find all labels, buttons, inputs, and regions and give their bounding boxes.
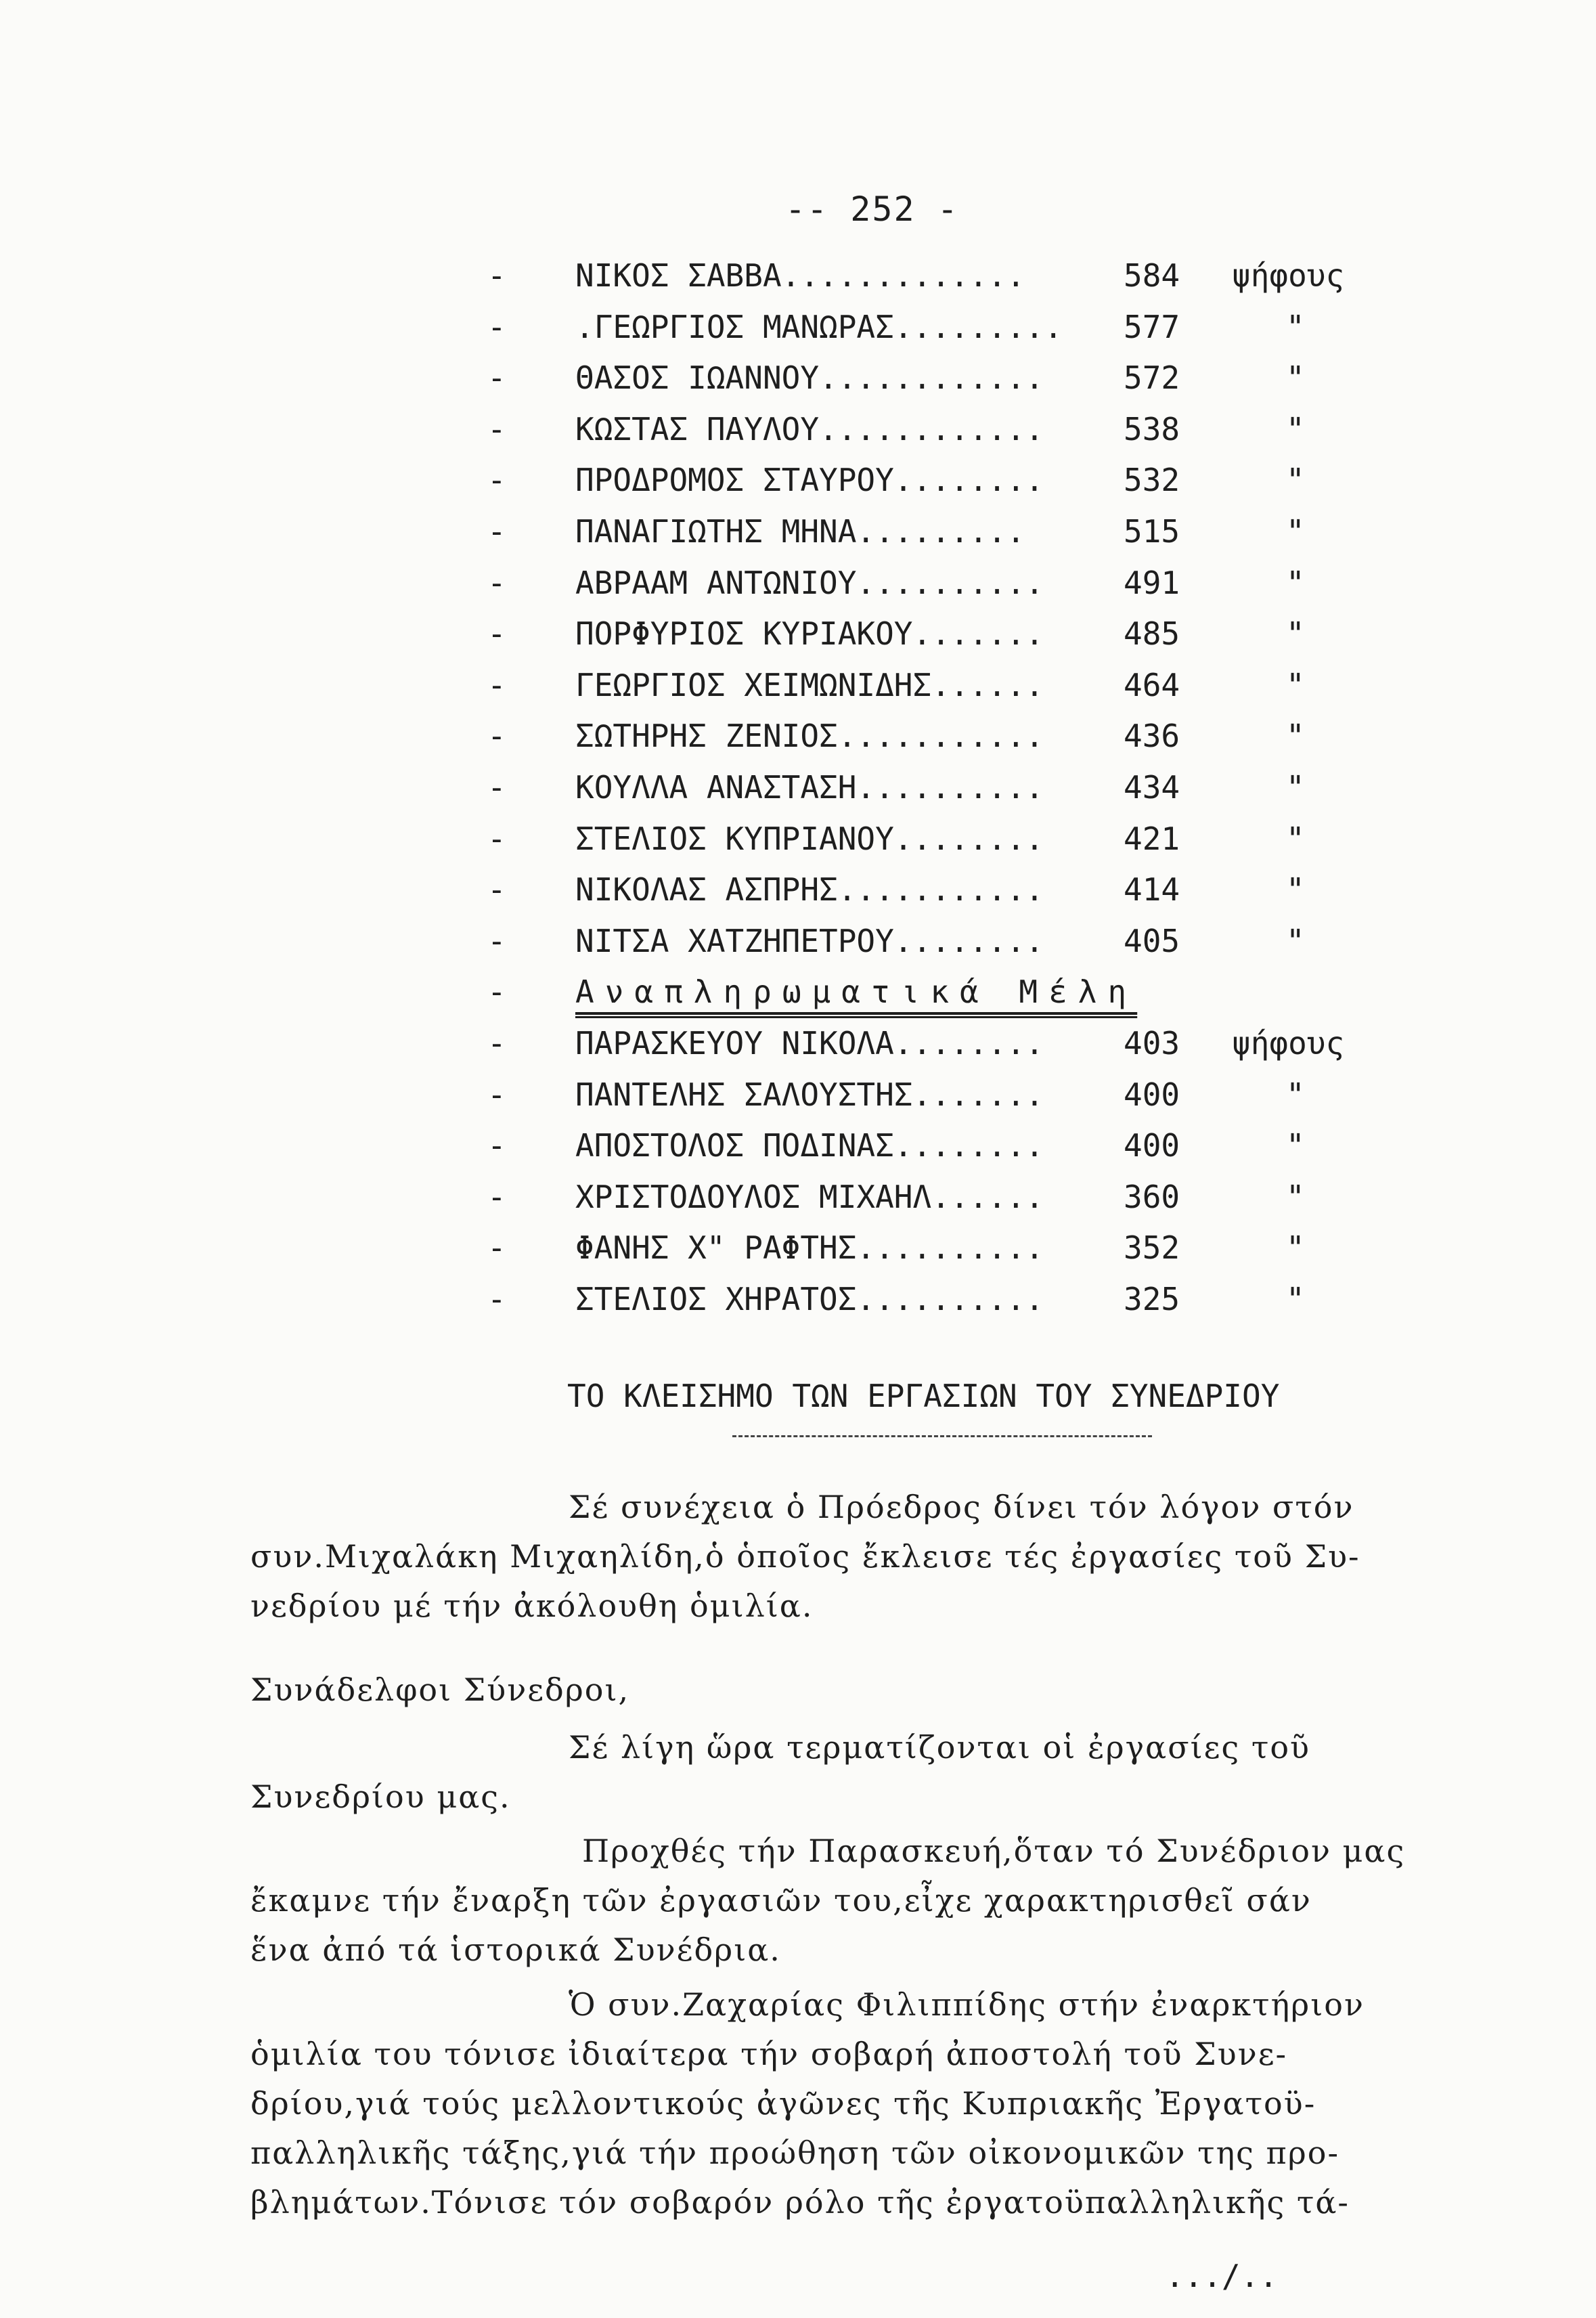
list-dash: - bbox=[487, 257, 506, 294]
vote-count: 360 bbox=[1124, 1178, 1180, 1215]
list-dash: - bbox=[487, 922, 506, 959]
result-row bbox=[487, 1223, 1435, 1274]
list-dash: - bbox=[487, 1229, 506, 1267]
list-dash: - bbox=[487, 359, 506, 397]
result-row bbox=[487, 1120, 1435, 1172]
text-line: Σέ λίγη ὥρα τερματίζονται οἱ ἐργασίες τοῦ bbox=[569, 1729, 1310, 1766]
vote-count: 434 bbox=[1124, 768, 1180, 806]
vote-count: 464 bbox=[1124, 666, 1180, 703]
ditto-mark: " bbox=[1286, 1127, 1305, 1164]
list-dash: - bbox=[487, 768, 506, 806]
vote-count: 421 bbox=[1124, 820, 1180, 857]
vote-count: 584 bbox=[1124, 257, 1180, 294]
ditto-mark: " bbox=[1286, 1229, 1305, 1267]
vote-count: 515 bbox=[1124, 512, 1180, 550]
result-row bbox=[487, 865, 1435, 916]
vote-count: 485 bbox=[1124, 615, 1180, 653]
vote-count: 400 bbox=[1124, 1076, 1180, 1113]
vote-count: 414 bbox=[1124, 871, 1180, 909]
candidate-name: ΓΕΩΡΓΙΟΣ ΧΕΙΜΩΝΙΔΗΣ...... bbox=[575, 666, 1044, 703]
result-row bbox=[487, 506, 1435, 558]
text-line: παλληλικῆς τάξης,γιά τήν προώθηση τῶν οἰκονομικῶν της προ- bbox=[250, 2135, 1340, 2171]
text-line: Συνάδελφοι Σύνεδροι, bbox=[250, 1671, 630, 1708]
ditto-mark: " bbox=[1286, 666, 1305, 703]
list-dash: - bbox=[487, 564, 506, 601]
result-row bbox=[487, 1274, 1435, 1326]
section-title-underline bbox=[732, 1435, 1152, 1437]
ditto-mark: " bbox=[1286, 564, 1305, 601]
candidate-name: ΣΤΕΛΙΟΣ ΚΥΠΡΙΑΝΟΥ........ bbox=[575, 820, 1044, 857]
ditto-mark: " bbox=[1286, 718, 1305, 755]
vote-count: 400 bbox=[1124, 1127, 1180, 1164]
candidate-name: ΚΟΥΛΛΑ ΑΝΑΣΤΑΣΗ.......... bbox=[575, 768, 1044, 806]
page-number: -- 252 - bbox=[785, 190, 959, 229]
result-row bbox=[487, 609, 1435, 660]
result-row bbox=[487, 353, 1435, 404]
text-line: ἔκαμνε τήν ἔναρξη τῶν ἐργασιῶν του,εἶχε χαρακτηρισθεῖ σάν bbox=[250, 1882, 1312, 1919]
candidate-name: .ΓΕΩΡΓΙΟΣ ΜΑΝΩΡΑΣ......... bbox=[575, 308, 1063, 345]
candidate-name: ΣΩΤΗΡΗΣ ΖΕΝΙΟΣ........... bbox=[575, 718, 1044, 755]
list-dash: - bbox=[487, 1076, 506, 1113]
list-dash: - bbox=[487, 1178, 506, 1215]
ditto-mark: " bbox=[1286, 922, 1305, 959]
election-results-list bbox=[487, 250, 1435, 1325]
list-dash: - bbox=[487, 718, 506, 755]
result-row bbox=[487, 711, 1435, 762]
result-row bbox=[487, 1070, 1435, 1121]
list-dash: - bbox=[487, 462, 506, 499]
result-row bbox=[487, 1172, 1435, 1223]
list-dash: - bbox=[487, 974, 506, 1011]
result-row bbox=[487, 250, 1435, 302]
candidate-name: ΠΑΡΑΣΚΕΥΟΥ ΝΙΚΟΛΑ........ bbox=[575, 1024, 1044, 1062]
text-line: δρίου,γιά τούς μελλοντικούς ἀγῶνες τῆς Κυπριακῆς Ἐργατοϋ- bbox=[250, 2085, 1316, 2122]
substitute-heading-text: Αναπληρωματικά Μέλη bbox=[575, 974, 1138, 1011]
list-dash: - bbox=[487, 820, 506, 857]
list-dash: - bbox=[487, 1280, 506, 1317]
text-line: νεδρίου μέ τήν ἀκόλουθη ὁμιλία. bbox=[250, 1588, 814, 1624]
list-dash: - bbox=[487, 1127, 506, 1164]
vote-count: 538 bbox=[1124, 410, 1180, 447]
vote-count: 491 bbox=[1124, 564, 1180, 601]
vote-count: 436 bbox=[1124, 718, 1180, 755]
continuation-mark: .../.. bbox=[1165, 2258, 1278, 2294]
text-line: Σέ συνέχεια ὁ Πρόεδρος δίνει τόν λόγον στόν bbox=[569, 1489, 1354, 1525]
result-row bbox=[487, 404, 1435, 456]
result-row bbox=[487, 762, 1435, 814]
ditto-mark: " bbox=[1286, 1280, 1305, 1317]
vote-count: 325 bbox=[1124, 1280, 1180, 1317]
vote-count: 572 bbox=[1124, 359, 1180, 397]
text-line: συν.Μιχαλάκη Μιχαηλίδη,ὁ ὁποῖος ἔκλεισε τές ἐργασίες τοῦ Συ- bbox=[250, 1538, 1360, 1575]
list-dash: - bbox=[487, 1024, 506, 1062]
list-dash: - bbox=[487, 666, 506, 703]
candidate-name: ΚΩΣΤΑΣ ΠΑΥΛΟΥ............ bbox=[575, 410, 1044, 447]
substitute-heading bbox=[487, 967, 1435, 1018]
candidate-name: ΑΒΡΑΑΜ ΑΝΤΩΝΙΟΥ.......... bbox=[575, 564, 1044, 601]
vote-count: 577 bbox=[1124, 308, 1180, 345]
candidate-name: ΝΙΚΟΣ ΣΑΒΒΑ............. bbox=[575, 257, 1025, 294]
result-row bbox=[487, 916, 1435, 967]
result-row bbox=[487, 814, 1435, 865]
candidate-name: ΝΙΤΣΑ ΧΑΤΖΗΠΕΤΡΟΥ........ bbox=[575, 922, 1044, 959]
ditto-mark: " bbox=[1286, 512, 1305, 550]
candidate-name: ΧΡΙΣΤΟΔΟΥΛΟΣ ΜΙΧΑΗΛ...... bbox=[575, 1178, 1044, 1215]
ditto-mark: " bbox=[1286, 820, 1305, 857]
ditto-mark: " bbox=[1286, 615, 1305, 653]
text-line: Συνεδρίου μας. bbox=[250, 1778, 511, 1815]
result-row bbox=[487, 660, 1435, 712]
list-dash: - bbox=[487, 308, 506, 345]
ditto-mark: " bbox=[1286, 410, 1305, 447]
text-line: ἕνα ἀπό τά ἱστορικά Συνέδρια. bbox=[250, 1931, 781, 1968]
ditto-mark: " bbox=[1286, 1178, 1305, 1215]
result-row bbox=[487, 558, 1435, 609]
ditto-mark: " bbox=[1286, 308, 1305, 345]
candidate-name: ΝΙΚΟΛΑΣ ΑΣΠΡΗΣ........... bbox=[575, 871, 1044, 909]
vote-count: 405 bbox=[1124, 922, 1180, 959]
candidate-name: ΠΟΡΦΥΡΙΟΣ ΚΥΡΙΑΚΟΥ....... bbox=[575, 615, 1044, 653]
candidate-name: ΠΑΝΤΕΛΗΣ ΣΑΛΟΥΣΤΗΣ....... bbox=[575, 1076, 1044, 1113]
candidate-name: ΘΑΣΟΣ ΙΩΑΝΝΟΥ............ bbox=[575, 359, 1044, 397]
vote-count: 352 bbox=[1124, 1229, 1180, 1267]
ditto-mark: " bbox=[1286, 462, 1305, 499]
result-row bbox=[487, 455, 1435, 506]
ditto-mark: " bbox=[1286, 359, 1305, 397]
text-line: βλημάτων.Τόνισε τόν σοβαρόν ρόλο τῆς ἐργατοϋπαλληλικῆς τά- bbox=[250, 2184, 1350, 2221]
list-dash: - bbox=[487, 871, 506, 909]
candidate-name: ΣΤΕΛΙΟΣ ΧΗΡΑΤΟΣ.......... bbox=[575, 1280, 1044, 1317]
section-title: ΤΟ ΚΛΕΙΣΗΜΟ ΤΩΝ ΕΡΓΑΣΙΩΝ ΤΟΥ ΣΥΝΕΔΡΙΟΥ bbox=[567, 1378, 1280, 1414]
candidate-name: ΠΡΟΔΡΟΜΟΣ ΣΤΑΥΡΟΥ........ bbox=[575, 462, 1044, 499]
ditto-mark: " bbox=[1286, 1076, 1305, 1113]
ditto-mark: " bbox=[1286, 768, 1305, 806]
list-dash: - bbox=[487, 615, 506, 653]
list-dash: - bbox=[487, 410, 506, 447]
candidate-name: ΦΑΝΗΣ Χ" ΡΑΦΤΗΣ.......... bbox=[575, 1229, 1044, 1267]
votes-unit: ψήφους bbox=[1232, 257, 1345, 294]
result-row bbox=[487, 1018, 1435, 1070]
ditto-mark: " bbox=[1286, 871, 1305, 909]
list-dash: - bbox=[487, 512, 506, 550]
votes-unit: ψήφους bbox=[1232, 1024, 1345, 1062]
text-line: ὁμιλία του τόνισε ἰδιαίτερα τήν σοβαρή ἀποστολή τοῦ Συνε- bbox=[250, 2036, 1288, 2072]
vote-count: 532 bbox=[1124, 462, 1180, 499]
text-line: Προχθές τήν Παρασκευή,ὅταν τό Συνέδριον μας bbox=[582, 1833, 1406, 1869]
candidate-name: ΠΑΝΑΓΙΩΤΗΣ ΜΗΝΑ......... bbox=[575, 512, 1025, 550]
result-row bbox=[487, 302, 1435, 353]
vote-count: 403 bbox=[1124, 1024, 1180, 1062]
candidate-name: ΑΠΟΣΤΟΛΟΣ ΠΟΔΙΝΑΣ........ bbox=[575, 1127, 1044, 1164]
text-line: Ὁ συν.Ζαχαρίας Φιλιππίδης στήν ἐναρκτήριον bbox=[569, 1986, 1365, 2023]
